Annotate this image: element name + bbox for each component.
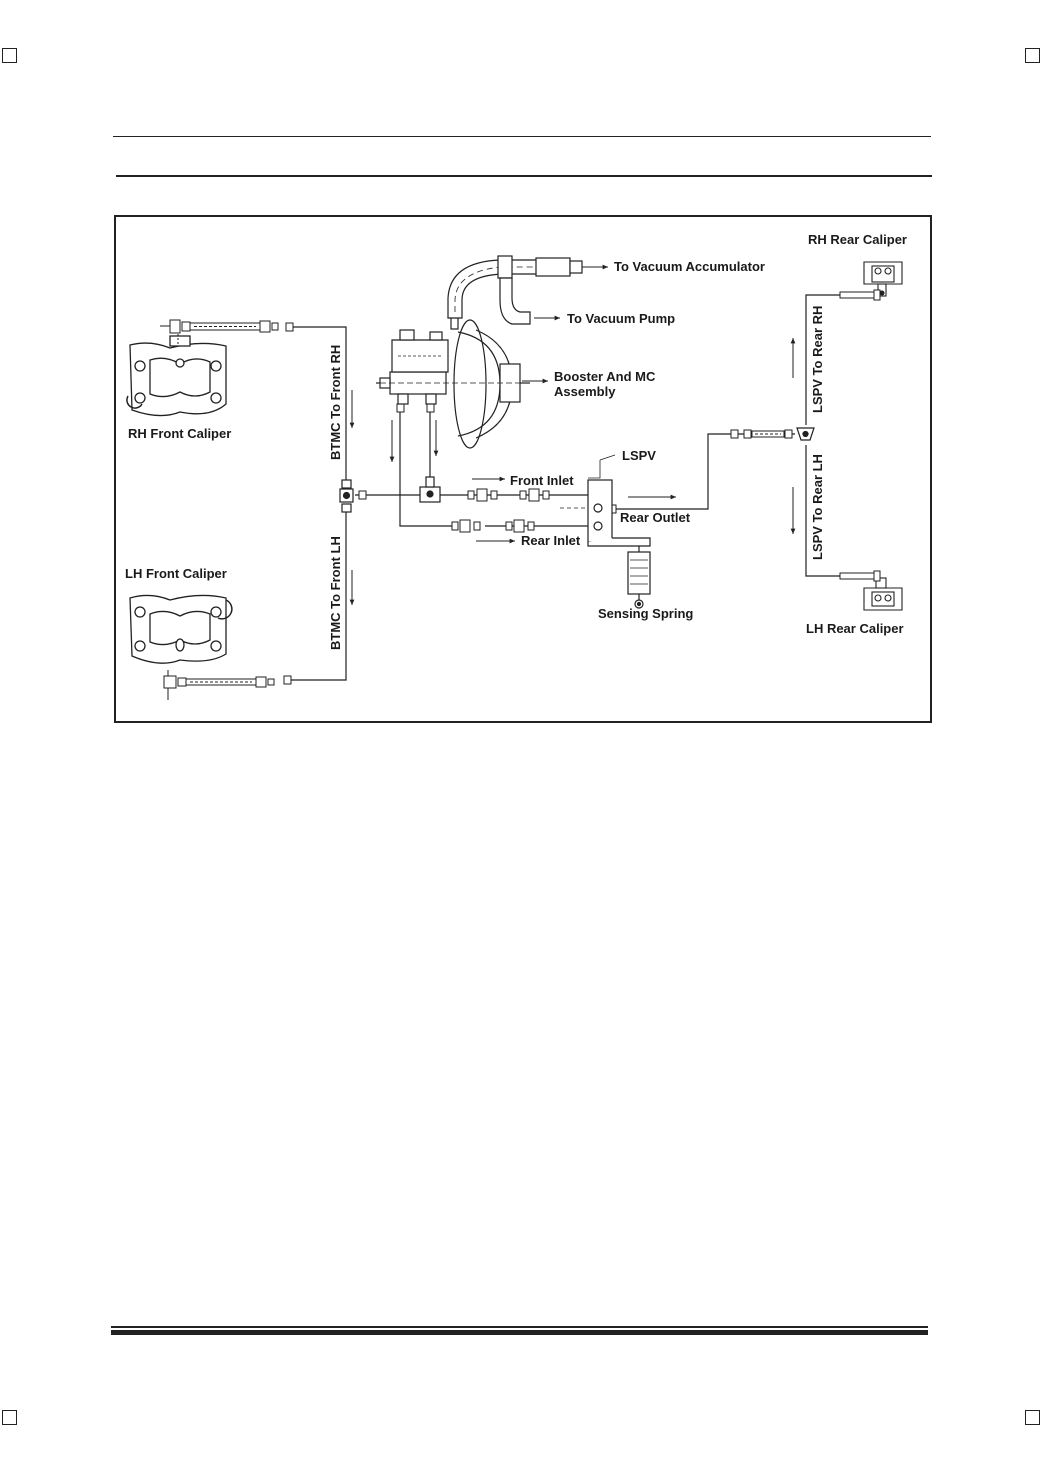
footer-rule-thick bbox=[111, 1330, 928, 1335]
label-to-vacuum-accumulator: To Vacuum Accumulator bbox=[614, 259, 765, 274]
label-rh-rear-caliper: RH Rear Caliper bbox=[808, 232, 907, 247]
label-to-vacuum-pump: To Vacuum Pump bbox=[567, 311, 676, 326]
lh-front-hose bbox=[164, 670, 274, 700]
label-sensing-spring: Sensing Spring bbox=[598, 606, 694, 621]
front-junction bbox=[340, 480, 353, 512]
booster-mc-assembly bbox=[376, 315, 530, 448]
label-booster-line2: Assembly bbox=[554, 384, 616, 399]
rh-front-caliper bbox=[127, 336, 226, 416]
crop-mark-top-right bbox=[1025, 48, 1040, 63]
header-rule-top bbox=[113, 136, 931, 137]
vacuum-hoses bbox=[448, 256, 582, 324]
crop-mark-top-left bbox=[2, 48, 17, 63]
rh-front-hose bbox=[160, 320, 278, 346]
label-btmc-front-lh: BTMC To Front LH bbox=[328, 536, 343, 650]
brake-system-diagram-frame bbox=[114, 215, 932, 723]
rh-rear-hose bbox=[840, 290, 880, 300]
label-booster-line1: Booster And MC bbox=[554, 369, 656, 384]
rh-rear-caliper bbox=[864, 262, 902, 296]
label-rear-inlet: Rear Inlet bbox=[521, 533, 581, 548]
brake-system-diagram bbox=[116, 217, 930, 721]
label-rear-outlet: Rear Outlet bbox=[620, 510, 691, 525]
label-btmc-front-rh: BTMC To Front RH bbox=[328, 344, 343, 460]
label-lh-rear-caliper: LH Rear Caliper bbox=[806, 621, 904, 636]
lh-front-caliper bbox=[130, 595, 232, 663]
header-rule-bottom bbox=[116, 175, 932, 177]
label-rh-front-caliper: RH Front Caliper bbox=[128, 426, 232, 441]
crop-mark-bottom-right bbox=[1025, 1410, 1040, 1425]
label-front-inlet: Front Inlet bbox=[510, 473, 574, 488]
crop-mark-bottom-left bbox=[2, 1410, 17, 1425]
lh-rear-caliper bbox=[864, 578, 902, 610]
label-lspv-rear-lh: LSPV To Rear LH bbox=[810, 454, 825, 560]
label-lspv: LSPV bbox=[622, 448, 656, 463]
label-lh-front-caliper: LH Front Caliper bbox=[125, 566, 227, 581]
label-lspv-rear-rh: LSPV To Rear RH bbox=[810, 305, 825, 413]
footer-rule-thin bbox=[111, 1326, 928, 1328]
lh-rear-hose bbox=[840, 571, 880, 581]
front-tee bbox=[420, 477, 440, 502]
rear-tee bbox=[797, 428, 814, 440]
